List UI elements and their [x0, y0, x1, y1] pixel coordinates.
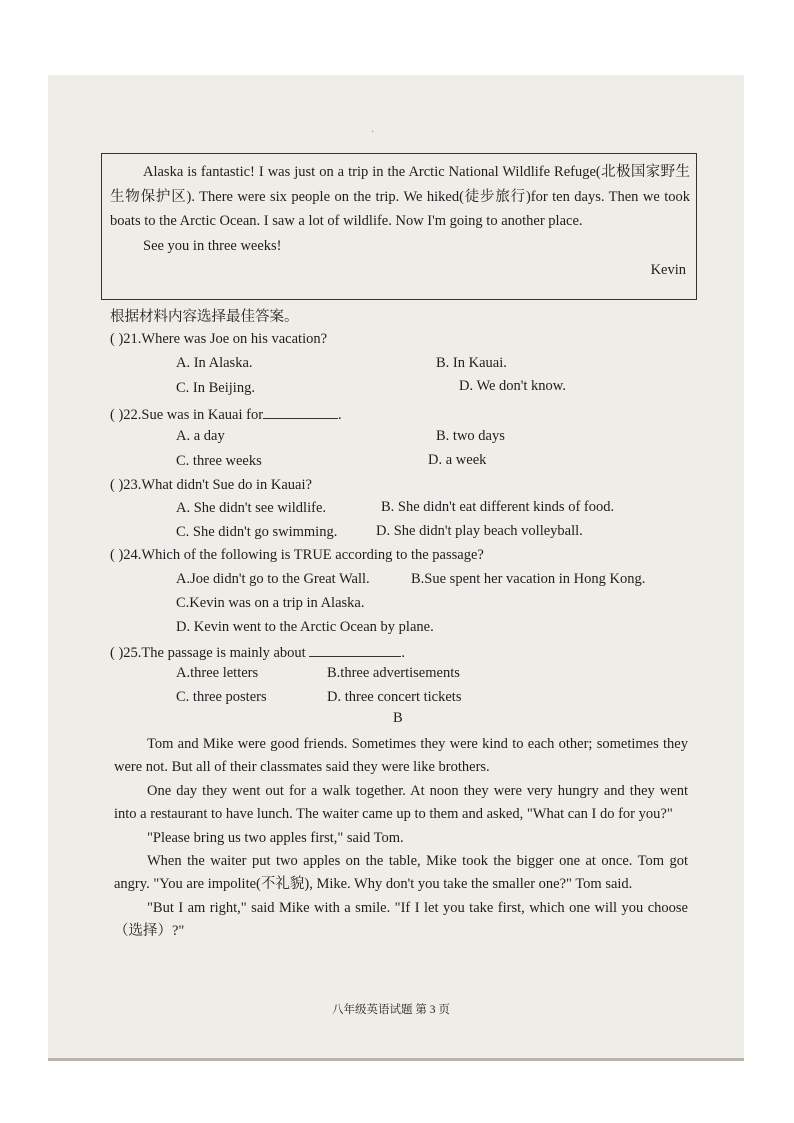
- question-number: ( )23.: [110, 477, 142, 493]
- passage-paragraph: When the waiter put two apples on the table, Mike took the bigger one at once. Tom got angry. "You are impolite(不礼貌), Mike. Why don't you take the smaller one?" Tom said.: [114, 853, 688, 893]
- passage-paragraph: Tom and Mike were good friends. Sometimes they were kind to each other; sometimes they were not. But all of their classmates said they were like brothers.: [114, 736, 688, 776]
- passage-b: [114, 733, 688, 944]
- section-b-label: B: [393, 710, 403, 726]
- question-24: [110, 547, 484, 564]
- option-24b: B.Sue spent her vacation in Hong Kong.: [411, 571, 646, 587]
- letter-box: [101, 153, 697, 300]
- passage-paragraph: "Please bring us two apples first," said Tom.: [147, 829, 404, 846]
- question-number: ( )22.: [110, 407, 142, 423]
- question-22: ( )22.Sue was in Kauai for .: [110, 404, 342, 424]
- passage-paragraph: One day they went out for a walk together. At noon they were very hungry and they went into a restaurant to have lunch. The waiter came up to them and asked, "What can I do for you?": [114, 782, 688, 823]
- option-23c: C. She didn't go swimming.: [176, 524, 338, 540]
- option-24a: A.Joe didn't go to the Great Wall.: [176, 571, 370, 587]
- option-22c: C. three weeks: [176, 453, 262, 469]
- letter-signature: Kevin: [650, 262, 686, 278]
- question-stem: Which of the following is TRUE according to the passage?: [141, 547, 484, 563]
- option-21b: B. In Kauai.: [436, 355, 507, 371]
- option-25b: B.three advertisements: [327, 665, 460, 681]
- option-25d: D. three concert tickets: [327, 689, 462, 705]
- page-footer: 八年级英语试题 第 3 页: [332, 1004, 450, 1016]
- question-stem: Where was Joe on his vacation?: [141, 331, 328, 347]
- option-22a: A. a day: [176, 428, 225, 444]
- option-21d: D. We don't know.: [459, 378, 566, 394]
- option-24d: D. Kevin went to the Arctic Ocean by plane.: [176, 619, 434, 635]
- scan-mark: ·: [371, 127, 375, 138]
- question-number: ( )21.: [110, 331, 142, 347]
- letter-closing: See you in three weeks!: [143, 237, 282, 254]
- question-25: ( )25.The passage is mainly about .: [110, 642, 405, 662]
- option-21c: C. In Beijing.: [176, 380, 255, 396]
- question-stem: Sue was in Kauai for: [141, 407, 264, 423]
- answer-blank: [309, 642, 401, 657]
- paper-edge-shadow: [48, 1058, 744, 1061]
- answer-blank: [263, 404, 338, 419]
- question-stem: The passage is mainly about: [141, 645, 306, 661]
- question-23: [110, 477, 312, 494]
- option-22b: B. two days: [436, 428, 505, 444]
- option-24c: C.Kevin was on a trip in Alaska.: [176, 595, 365, 611]
- option-25c: C. three posters: [176, 689, 267, 705]
- option-25a: A.three letters: [176, 665, 259, 681]
- letter-body: Alaska is fantastic! I was just on a trip in the Arctic National Wildlife Refuge(北极国家野生生物保护区). There were six people on the trip. We hiked(徒步旅行)for ten days. Then we took boats to the Arctic Ocean. I saw a lot of wildlife. Now I'm going to another place.: [110, 164, 690, 229]
- question-number: ( )24.: [110, 547, 142, 563]
- question-stem: What didn't Sue do in Kauai?: [141, 477, 312, 493]
- question-21: [110, 331, 327, 348]
- option-21a: A. In Alaska.: [176, 355, 253, 371]
- question-number: ( )25.: [110, 645, 142, 661]
- instruction-text: 根据材料内容选择最佳答案。: [110, 309, 299, 325]
- passage-paragraph: "But I am right," said Mike with a smile. "If I let you take first, which one will you choose（选择）?": [114, 899, 688, 940]
- option-23b: B. She didn't eat different kinds of food.: [381, 499, 615, 515]
- option-22d: D. a week: [428, 452, 487, 468]
- option-23a: A. She didn't see wildlife.: [176, 500, 327, 516]
- option-23d: D. She didn't play beach volleyball.: [376, 523, 583, 539]
